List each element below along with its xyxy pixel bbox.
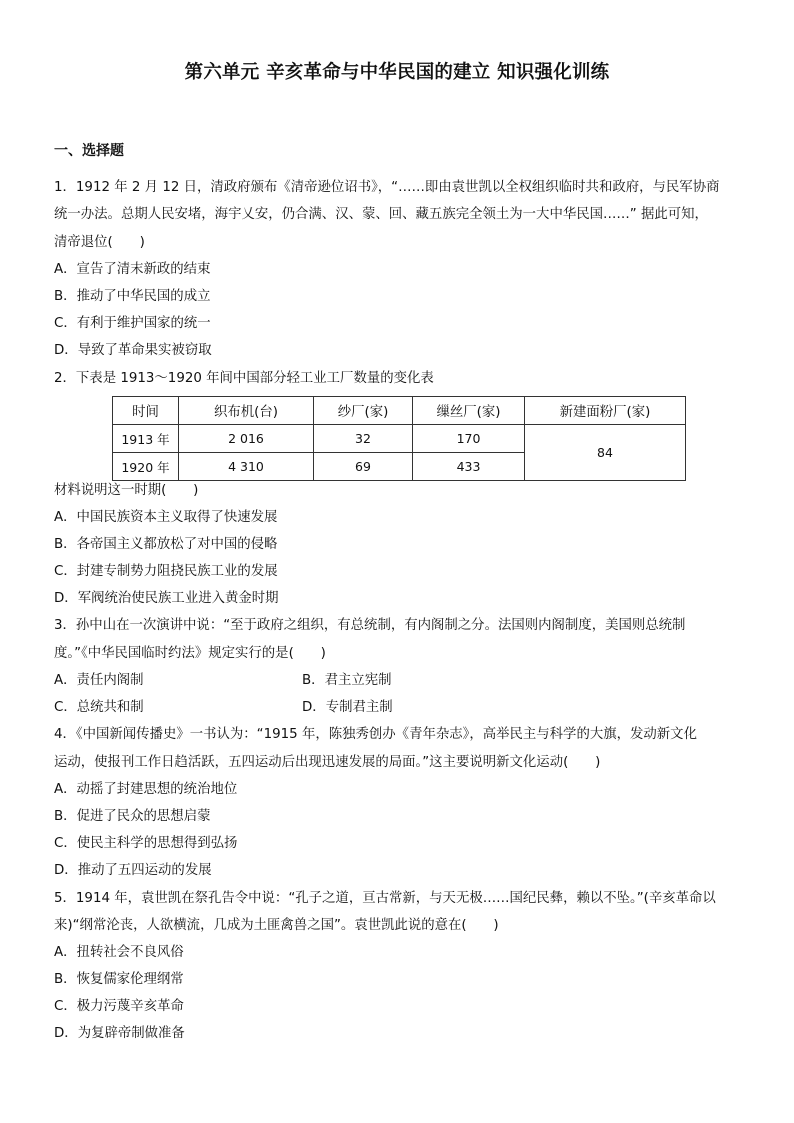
table-header-cell: 缫丝厂(家) <box>413 397 525 425</box>
q1-option-c: C．有利于维护国家的统一 <box>54 316 211 331</box>
q5-stem-line-2: 来)“纲常沦丧，人欲横流，几成为土匪禽兽之国”。袁世凯此说的意在( ) <box>54 918 499 933</box>
q4-option-c: C．使民主科学的思想得到弘扬 <box>54 836 238 851</box>
q3-option-a: A．责任内阁制 <box>54 673 144 688</box>
section-heading: 一、选择题 <box>54 143 124 159</box>
table-header-cell: 织布机(台) <box>179 397 314 425</box>
q2-after-table: 材料说明这一时期( ) <box>54 483 199 498</box>
table-cell: 69 <box>314 453 413 481</box>
q5-option-d: D．为复辟帝制做准备 <box>54 1026 185 1041</box>
q1-option-a: A．宣告了清末新政的结束 <box>54 262 211 277</box>
q1-stem-line-3: 清帝退位( ) <box>54 235 145 250</box>
q3-option-b: B．君主立宪制 <box>302 673 392 688</box>
q5-option-a: A．扭转社会不良风俗 <box>54 945 184 960</box>
q2-option-a: A．中国民族资本主义取得了快速发展 <box>54 510 278 525</box>
table-cell: 170 <box>413 425 525 453</box>
q4-stem-line-1: 4．《中国新闻传播史》一书认为：“1915 年，陈独秀创办《青年杂志》，高举民主与科学的大旗，发动新文化 <box>54 727 697 742</box>
q5-stem-line-1: 5．1914 年，袁世凯在祭孔告令中说：“孔子之道，亘古常新，与天无极……国纪民彝，赖以不坠。”(辛亥革命以 <box>54 891 716 906</box>
table-row <box>113 425 686 453</box>
table-cell: 4 310 <box>179 453 314 481</box>
q4-option-b: B．促进了民众的思想启蒙 <box>54 809 211 824</box>
q1-option-b: B．推动了中华民国的成立 <box>54 289 211 304</box>
table-header-cell: 时间 <box>113 397 179 425</box>
q4-option-a: A．动摇了封建思想的统治地位 <box>54 782 238 797</box>
q3-stem-line-1: 3．孙中山在一次演讲中说：“至于政府之组织，有总统制，有内阁制之分。法国则内阁制度，美国则总统制 <box>54 618 686 633</box>
q1-stem-line-2: 统一办法。总期人民安堵，海宇乂安，仍合满、汉、蒙、回、藏五族完全领土为一大中华民国……” 据此可知， <box>54 207 708 222</box>
table-header-cell: 纱厂(家) <box>314 397 413 425</box>
q3-stem-line-2: 度。”《中华民国临时约法》规定实行的是( ) <box>54 646 326 661</box>
q4-stem-line-2: 运动，使报刊工作日趋活跃，五四运动后出现迅速发展的局面。”这主要说明新文化运动( ) <box>54 755 601 770</box>
table-header-cell: 新建面粉厂(家) <box>525 397 686 425</box>
q5-option-c: C．极力污蔑辛亥革命 <box>54 999 184 1014</box>
table-header-row <box>113 397 686 425</box>
table-cell: 2 016 <box>179 425 314 453</box>
table-cell: 1913 年 <box>113 425 179 453</box>
q2-option-c: C．封建专制势力阻挠民族工业的发展 <box>54 564 278 579</box>
q2-option-b: B．各帝国主义都放松了对中国的侵略 <box>54 537 278 552</box>
q5-option-b: B．恢复儒家伦理纲常 <box>54 972 184 987</box>
q1-stem-line-1: 1．1912 年 2 月 12 日，清政府颁布《清帝逊位诏书》，“……即由袁世凯以全权组织临时共和政府，与民军协商 <box>54 180 720 195</box>
table-cell: 433 <box>413 453 525 481</box>
q4-option-d: D．推动了五四运动的发展 <box>54 863 212 878</box>
table-cell: 1920 年 <box>113 453 179 481</box>
table-merged-cell: 84 <box>525 425 686 481</box>
q3-option-c: C．总统共和制 <box>54 700 144 715</box>
q2-option-d: D．军阀统治使民族工业进入黄金时期 <box>54 591 279 606</box>
q3-option-d: D．专制君主制 <box>302 700 393 715</box>
q2-stem: 2．下表是 1913～1920 年间中国部分轻工业工厂数量的变化表 <box>54 371 434 386</box>
factory-table <box>112 396 686 481</box>
table-cell: 32 <box>314 425 413 453</box>
page-title: 第六单元 辛亥革命与中华民国的建立 知识强化训练 <box>184 62 610 83</box>
q1-option-d: D．导致了革命果实被窃取 <box>54 343 212 358</box>
